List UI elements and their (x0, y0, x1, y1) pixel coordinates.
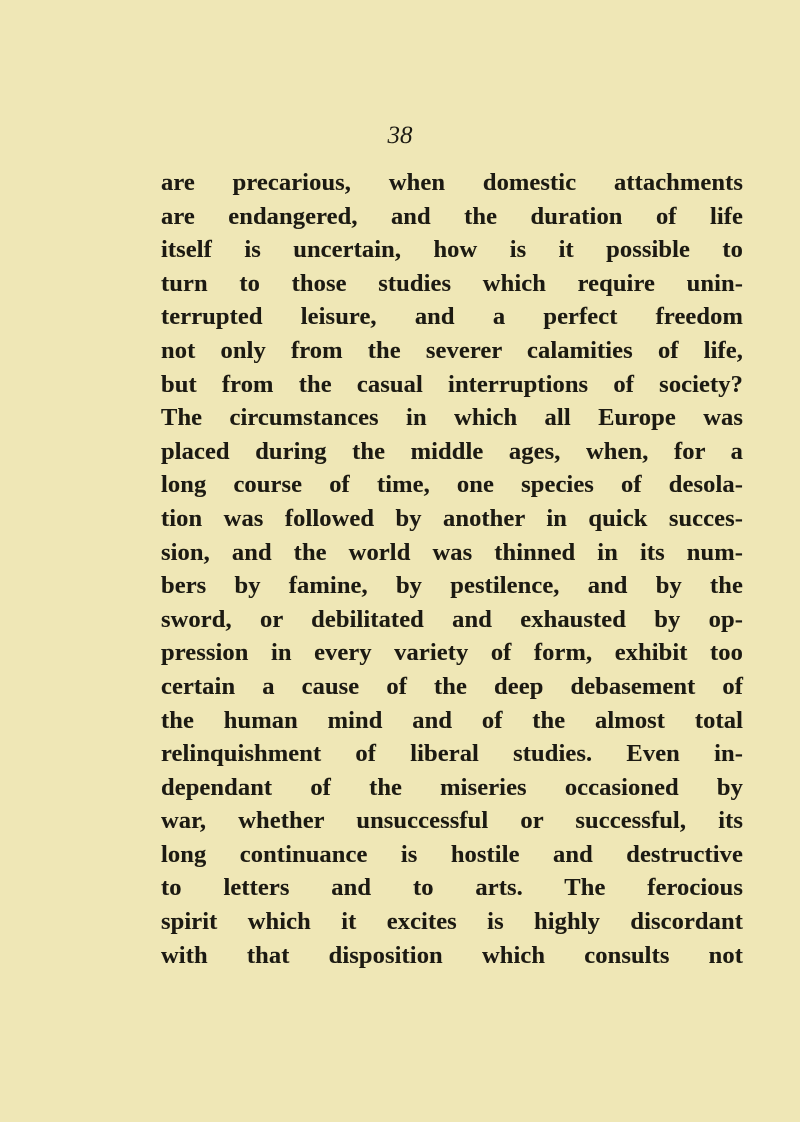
text-line: are precarious, when domestic attachments (161, 169, 743, 196)
text-line: relinquishment of liberal studies. Even in- (161, 740, 743, 768)
text-line: bers by famine, by pestilence, and by the (161, 572, 743, 600)
text-line: spirit which it excites is highly discordant (161, 908, 743, 936)
text-line: certain a cause of the deep debasement of (161, 672, 743, 700)
text-line: war, whether unsuccessful or successful, its (161, 807, 743, 835)
text-line: sword, or debilitated and exhausted by op- (161, 605, 743, 633)
body-text (161, 166, 743, 972)
text-line: placed during the middle ages, when, for a (161, 437, 743, 465)
text-line: turn to those studies which require unin- (161, 269, 743, 297)
text-line: The circumstances in which all Europe was (161, 404, 743, 432)
page-number: 38 (387, 122, 413, 149)
text-line: not only from the severer calamities of life, (161, 336, 743, 364)
text-line: itself is uncertain, how is it possible to (161, 236, 743, 264)
text-line: sion, and the world was thinned in its num- (161, 538, 743, 566)
text-line: long course of time, one species of desola- (161, 471, 743, 499)
text-line: terrupted leisure, and a perfect freedom (161, 303, 743, 331)
text-line: pression in every variety of form, exhibit too (161, 639, 743, 667)
text-line: dependant of the miseries occasioned by (161, 773, 743, 801)
text-line: tion was followed by another in quick succes- (161, 504, 743, 532)
text-line: the human mind and of the almost total (161, 706, 743, 734)
text-line: long continuance is hostile and destructive (161, 840, 743, 868)
text-line: are endangered, and the duration of life (161, 202, 743, 230)
text-line: but from the casual interruptions of society? (161, 370, 743, 398)
text-line: to letters and to arts. The ferocious (161, 874, 743, 902)
text-line: with that disposition which consults not (161, 941, 743, 969)
